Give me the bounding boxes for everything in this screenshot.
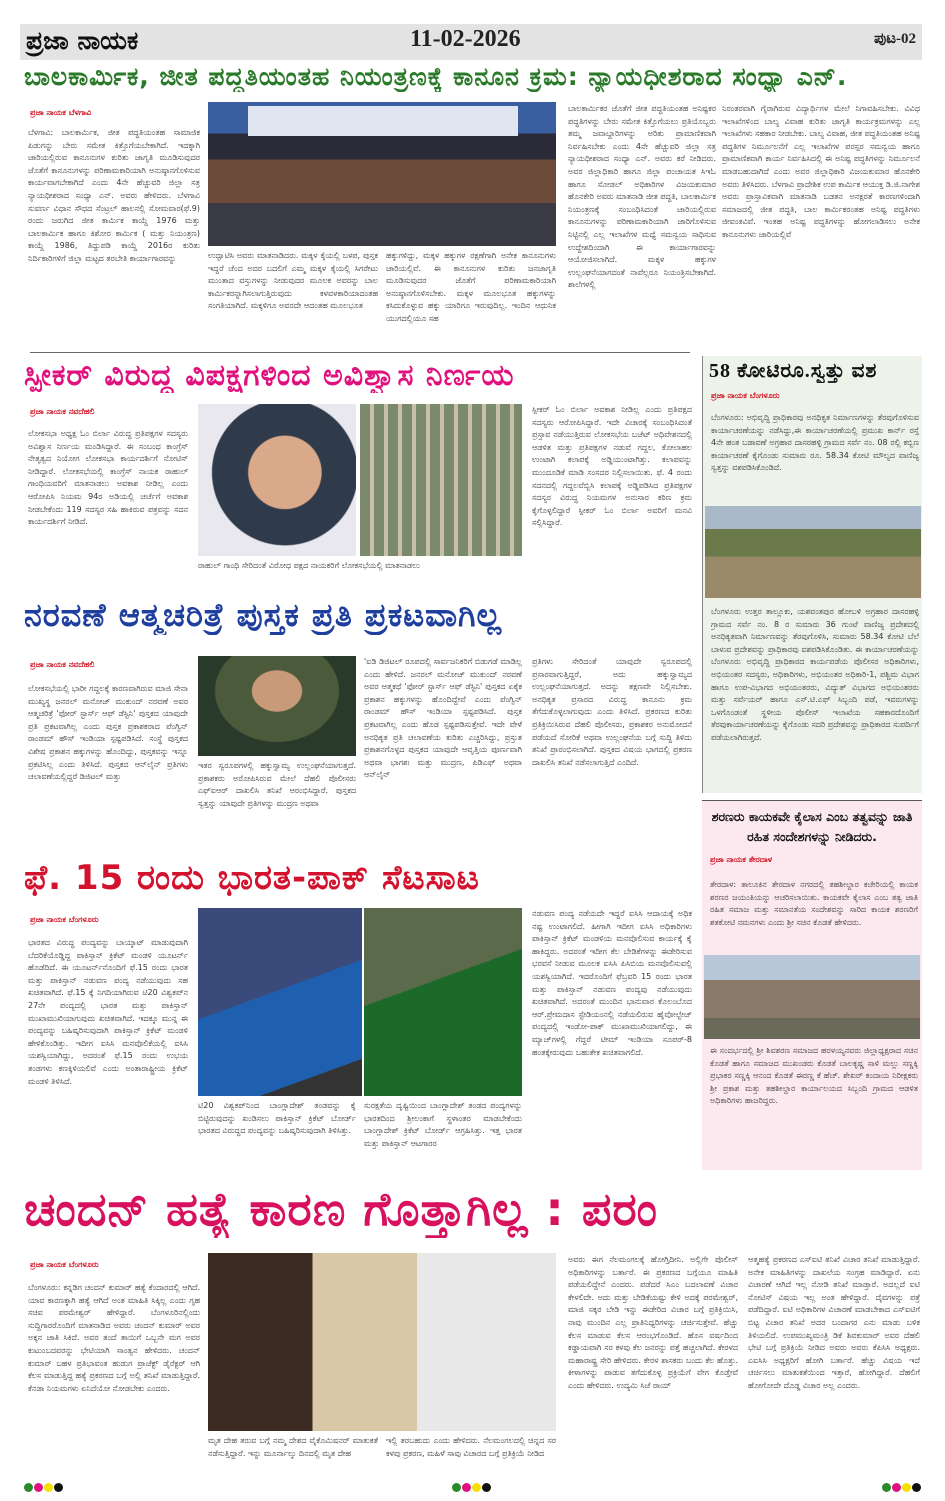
photo-pakistan-players <box>364 908 522 1096</box>
article-text: ಇಲ್ಲಿ ತರಬಹುದು ಎಂದು ಹೇಳಿದರು. ನೆಲಮಂಗಲದಲ್ಲಿ ಚಿನ್ನದ ಸರ ಕಳವು ಪ್ರಕರಣ, ಮಹಿಳೆ ಸಾವು ವಿಚಾರದ ಬಗ್ಗೆ ಪ್ರತಿಕ್ರಿಯೆ ನೀಡಿದ <box>386 1436 556 1458</box>
article-text: ನಡುವಣ ಪಂದ್ಯ ನಡೆಯದೇ ಇದ್ದರೆ ಐಸಿಸಿ ಆದಾಯಕ್ಕೆ ಅಧಿಕ ನಷ್ಟ ಉಂಟಾಗಲಿದೆ. ಹೀಗಾಗಿ ಇದೀಗ ಐಸಿಸಿ ಅಧಿಕಾರಿಗಳು ಪಾಕಿಸ್ತಾನ್ ಕ್ರಿಕೆಟ್ ಮಂಡಳಿಯ ಮನವೊಲಿಸುವ ಕಾರ್ಯಕ್ಕೆ ಕೈ ಹಾಕಿದ್ದರು. ಅದರಂತೆ ಇದೀಗ ಕೆಲ ಬೇಡಿಕೆಗಳನ್ನು ಈಡೇರಿಸುವ ಭರವಸೆ ನೀಡುವ ಮೂಲಕ ಐಸಿಸಿ ಪಿಸಿಬಿಯ ಮನವೊಲಿಸುವಲ್ಲಿ ಯಶಸ್ವಿಯಾಗಿದೆ. ಇದರೊಂದಿಗೆ ಫೆಬ್ರವರಿ 15 ರಂದು ಭಾರತ ಮತ್ತು ಪಾಕಿಸ್ತಾನ್ ನಡುವಣ ಪಂದ್ಯವು ನಡೆಯುವುದು ಖಚಿತವಾಗಿದೆ. ಅದರಂತೆ ಮುಂದಿನ ಭಾನುವಾರ ಕೊಲಂಬೊದ ಆರ್.ಪ್ರೇಮದಾಸ ಸ್ಟೇಡಿಯಂನಲ್ಲಿ ನಡೆಯಲಿರುವ ಹೈವೋಲ್ಟೇಜ್ ಪಂದ್ಯದಲ್ಲಿ ಇಂಡೋ-ಪಾಕ್ ಮುಖಾಮುಖಿಯಾಗಲಿದ್ದು, ಈ ಮ್ಯಾಚ್‌ಗಳಲ್ಲಿ ಗೆದ್ದರೆ ಟೀಮ್ ಇಂಡಿಯಾ ಸೂಪರ್-8 ಹಂತಕ್ಕೇರುವುದು ಬಹುತೇಕ ಖಚಿತವಾಗಲಿದೆ. <box>532 909 692 1057</box>
article-text: ಉದ್ಘಾಟಿಸಿ ಅವರು ಮಾತನಾಡಿದರು. ಮಕ್ಕಳ ಕೈಯಲ್ಲಿ ಬಳಪ, ಪುಸ್ತಕ ಇದ್ದರೆ ಚೆಂದ ಅದರ ಬದಲಿಗೆ ಎಮ್ಮ ಮಕ್ಕಳ ಕೈಯಲ್ಲಿ ಸಿಗರೇಟು ಮುಂತಾದ ವಸ್ತುಗಳನ್ನು ನೀಡುವುದರ ಮೂಲಕ ಅವರನ್ನು ಬಾಲ ಕಾರ್ಮಿಕರನ್ನಾಗಿಸಲಾಗುತ್ತಿರುವುದು ಕಳವಳಕಾರಿಯಾದಂತಹ ಸಂಗತಿಯಾಗಿದೆ. ಮಕ್ಕಳಿಗೂ ಅವರದೇ ಆದಂತಹ ಮೂಲಭೂತ <box>208 251 378 311</box>
photo-naravane <box>198 656 356 756</box>
article-text: ಭಾರತದ ವಿರುದ್ಧ ಪಂದ್ಯವನ್ನು ಬಾಯ್ಕಾಟ್ ಮಾಡುವುದಾಗಿ ಬೆದರಿಕೆಯೊಡ್ಡಿದ್ದ ಪಾಕಿಸ್ತಾನ್ ಕ್ರಿಕೆಟ್ ಮಂಡಳಿ ಯೂಟರ್ನ್ ಹೊಡೆದಿದೆ. ಈ ಯೂಟರ್ನ್‌ನೊಂದಿಗೆ ಫೆ.15 ರಂದು ಭಾರತ ಮತ್ತು ಪಾಕಿಸ್ತಾನ್ ನಡುವಣ ಪಂದ್ಯ ನಡೆಯುವುದು ಸಹ ಖಚಿತವಾಗಿದೆ. ಫೆ.15 ಕ್ಕೆ ನಿಗದಿಯಾಗಿರುವ ಟಿ20 ವಿಶ್ವಕಪ್‌ನ 27ನೇ ಪಂದ್ಯದಲ್ಲಿ ಭಾರತ ಮತ್ತು ಪಾಕಿಸ್ತಾನ್ ಮುಖಾಮುಖಿಯಾಗುವುದು ಖಚಿತವಾಗಿದೆ. ಇದಕ್ಕೂ ಮುನ್ನ ಈ ಪಂದ್ಯವನ್ನು ಬಹಿಷ್ಕರಿಸುವುದಾಗಿ ಪಾಕಿಸ್ತಾನ್ ಕ್ರಿಕೆಟ್ ಮಂಡಳಿ ಹೇಳಿಕೊಂಡಿತ್ತು. ಇದೀಗ ಐಸಿಸಿ ಮನವೊಲಿಕೆಯಲ್ಲಿ ಐಸಿಸಿ ಯಶಸ್ವಿಯಾಗಿದ್ದು, ಅದರಂತೆ ಫೆ.15 ರಂದು ಉಭಯ ತಂಡಗಳು ಕಣಕ್ಕಿಳಿಯಲಿವೆ ಎಂದು ಅಂತಾರಾಷ್ಟ್ರೀಯ ಕ್ರಿಕೆಟ್ ಮಂಡಳಿ ತಿಳಿಸಿದೆ. <box>28 938 188 1086</box>
black-dot <box>54 1483 63 1492</box>
article-text: ಆತ್ಮಹತ್ಯೆ ಪ್ರಕರಣದ ಎಸ್‌ಐಟಿ ತನಿಖೆ ವಿಚಾರ ತನಿಖೆ ಮಾಡುತ್ತಿದ್ದಾರೆ. ಅನೇಕ ಮಾಹಿತಿಗಳನ್ನು ದಾಖಲೆಯ ಸಂಗ್ರಹ ಮಾಡಿದ್ದಾರೆ. ಏನು ವಿಚಾರಣೆ ಆಗಿದೆ ಇಲ್ಲ ನೋಡಿ ತನಿಖೆ ಮಾಡ್ತಾರೆ. ಅದಲ್ಲದೆ ಐಟಿ ನೋಟಿಸ್ ವಿಷಯ ಇಲ್ಲ ಅಂತ ಹೇಳಿದ್ದಾರೆ. ದೈವಗಳನ್ನು ಪತ್ರೆ ಪಡೆದಿದ್ದಾರೆ. ಐಟಿ ಅಧಿಕಾರಿಗಳ ವಿಚಾರಣೆ ಮಾಡಬೇಕಾದ ಎಸ್‌ಐಟಿಗೆ ಬಿಟ್ಟ ವಿಚಾರ ತನಿಖೆ ಅದರ ಬಂದಾಗರ ಎನು ಮಾಡು ಬಳಿಕ ತಿಳಿಯಲಿದೆ. ಉಪಮುಖ್ಯಮಂತ್ರಿ ಡಿಕೆ ಶಿವಕುಮಾರ್ ಅವರ ದೆಹಲಿ ಭೇಟಿ ಬಗ್ಗೆ ಪ್ರತಿಕ್ರಿಯೆ ನೀಡಿದ ಅವರು ಅವರು ಕೆಪಿಸಿಸಿ ಅಧ್ಯಕ್ಷರು. ಎಐಸಿಸಿ ಅಧ್ಯಕ್ಷರಿಗೆ ಹೋಗಿ ಬರ್ತಾರೆ. ಹೆಚ್ಚು ವಿಷಯ ಇದೆ ಚರ್ಚಿಸಲು ಮಾತುಕತೆಯಿಂದ ಇತ್ತಾರೆ, ಹೋಗಿದ್ದಾರೆ. ದೆಹಲಿಗೆ ಹೋಗೋದೇ ದೊಡ್ಡ ವಿಚಾರ ಅಲ್ಲ ಎಂದರು. <box>748 1255 920 1390</box>
article-text: ಹಕ್ಕುಗಳಿದ್ದು, ಮಕ್ಕಳ ಹಕ್ಕುಗಳ ರಕ್ಷಣೆಗಾಗಿ ಅನೇಕ ಕಾನೂನುಗಳು ಜಾರಿಯಲ್ಲಿವೆ. ಈ ಕಾನೂನುಗಳ ಕುರಿತು ಜನಜಾಗೃತಿ ಮೂಡಿಸುವುದರ ಜೊತೆಗೆ ಪರಿಣಾಮಕಾರಿಯಾಗಿ ಅನುಷ್ಠಾನಗೊಳಿಸಬೇಕು. ಮಕ್ಕಳ ಮೂಲಭೂತ ಹಕ್ಕುಗಳನ್ನು ಕಸಿದುಕೊಳ್ಳುವ ಹಕ್ಕು ಯಾರಿಗೂ ಇರುವುದಿಲ್ಲ. ಇಂದಿನ ಆಧುನಿಕ ಯುಗದಲ್ಲಿಯೂ ಸಹ <box>386 251 556 323</box>
photo-workshop-inauguration <box>208 102 556 246</box>
photo-jayanti-event <box>704 955 920 1039</box>
byline: ಪ್ರಜಾ ನಾಯಕ ನವದೆಹಲಿ <box>30 660 95 669</box>
article-text: ಮೃತ ದೇಹ ತರುವ ಬಗ್ಗೆ ನಮ್ಮ ದೇಶದ ವೈಕೊಮಿಷನರ್ ಮಾತುಕತೆ ನಡೆಸುತ್ತಿದ್ದಾರೆ. ಇನ್ನು ಮೂರ್ನಾಲ್ಕು ದಿನದಲ್ಲಿ ಮೃತ ದೇಹ <box>208 1436 378 1458</box>
article-text: ಬೆಳಗಾವಿ: ಬಾಲಕಾರ್ಮಿಕ, ಜೀತ ಪದ್ಧತಿಯಂತಹ ಸಾಮಾಜಿಕ ಪಿಡುಗನ್ನು ಬೇರು ಸಮೇತ ಕಿತ್ತೊಗೆಯಬೇಕಾಗಿದೆ. ಇದಕ್ಕಾಗಿ ಜಾರಿಯಲ್ಲಿರುವ ಕಾನೂನುಗಳ ಕುರಿತು ಜಾಗೃತಿ ಮೂಡಿಸುವುದರ ಜೊತೆಗೆ ಕಾನೂನುಗಳನ್ನು ಪರಿಣಾಮಕಾರಿಯಾಗಿ ಅನುಷ್ಠಾನಗೊಳಿಸುವ ಕಾರ್ಯವಾಗಬೇಕಾಗಿದೆ ಎಂದು 4ನೇ ಹೆಚ್ಚುವರಿ ಜಿಲ್ಲಾ ಸತ್ರ ನ್ಯಾಯಧೀಶರಾದ ಸಂಧ್ಯಾ ಎನ್. ಅವರು ಹೇಳಿದರು. ಬೆಳಗಾವಿ ಸುವರ್ಣ ವಿಧಾನ ಸೌಧದ ಸೆಂಟ್ರಲ್ ಹಾಲನಲ್ಲಿ ಸೋಮವಾರ(ಫೆ.9) ರಂದು ಜರುಗಿದ ಜೀತ ಕಾರ್ಮಿಕ ಕಾಯ್ದೆ 1976 ಮತ್ತು ಬಾಲಕಾರ್ಮಿಕ ಹಾಗೂ ಕಿಶೋರ ಕಾರ್ಮಿಕ ( ಮತ್ತು ನಿಯಂತ್ರಣ) ಕಾಯ್ದೆ 1986, ತಿದ್ದುಪಡಿ ಕಾಯ್ದೆ 2016ರ ಕುರಿತು ನಿರ್ದಿಕಾರಿಗಳಿಗೆ ಜಿಲ್ಲಾ ಮಟ್ಟದ ತರಬೇತಿ ಕಾರ್ಯಾಗಾರವನ್ನು <box>28 128 200 263</box>
sidebar-property-seized <box>702 356 922 793</box>
page-number: ಪುಟ-02 <box>873 31 916 47</box>
photo-speaker <box>198 404 356 556</box>
magenta-dot <box>892 1483 901 1492</box>
registration-marks-center <box>452 1483 491 1492</box>
headline-chandan: ಚಂದನ್ ಹತ್ಯೆ ಕಾರಣ ಗೊತ್ತಾಗಿಲ್ಲ : ಪರಂ <box>24 1182 659 1236</box>
yellow-dot <box>902 1483 911 1492</box>
article-text: ಟಿ20 ವಿಶ್ವಕಪ್‌ನಿಂದ ಬಾಂಗ್ಲಾದೇಶ್ ತಂಡವನ್ನು ಕೈ ಬಿಟ್ಟಿರುವುದನ್ನು ಖಂಡಿಸಲು ಪಾಕಿಸ್ತಾನ್ ಕ್ರಿಕೆಟ್ ಬೋರ್ಡ್ ಭಾರತದ ವಿರುದ್ಧದ ಪಂದ್ಯವನ್ನು ಬಹಿಷ್ಕರಿಸುವುದಾಗಿ ತಿಳಿಸಿತ್ತು. <box>198 1101 356 1136</box>
article-text: ಸುರಕ್ಷತೆಯ ದೃಷ್ಟಿಯಿಂದ ಬಾಂಗ್ಲಾದೇಶ್ ತಂಡದ ಪಂದ್ಯಗಳನ್ನು ಭಾರತದಿಂದ ಶ್ರೀಲಂಕಾಗೆ ಸ್ಥಳಾಂತರ ಮಾಡಬೇಕೆಂದು ಬಾಂಗ್ಲಾದೇಶ್ ಕ್ರಿಕೆಟ್ ಬೋರ್ಡ್ ಆಗ್ರಹಿಸಿತ್ತು. ಇತ್ತ ಭಾರತ ಮತ್ತು ಪಾಕಿಸ್ತಾನ್ ಆಟಗಾರರ <box>364 1101 522 1148</box>
article-text: ಅವರು ಈಗ ನೆಲಮಂಗಲಕ್ಕೆ ಹೋಗ್ತಿದೀನಿ. ಅಲ್ಲಿಗೇ ಪೊಲೀಸ್ ಅಧಿಕಾರಿಗಳನ್ನು ಬರ್ತಾರೆ. ಈ ಪ್ರಕರಣದ ಬಗ್ಗೆಯೂ ಮಾಹಿತಿ ಪಡೆಯಲಿದ್ದೇನೆ ಎಂದರು. ಪಡೆದರೆ ಸಿಎಂ ಬದಲಾವಣೆ ವಿಚಾರ ಕೇಳಲಿದೇ. ಅದು ಮತ್ತು ಬೇಡಿಕೆಯಷ್ಟು ಕೇಳಿ ಅದಕ್ಕೆ ಪರಮೇಶ್ವರ್, ಮಾಜಿ ಸಕ್ಕರ ಬೇಡಿ ಇನ್ನು ಈಡೇರಿದ ವಿಚಾರ ಬಗ್ಗೆ ಪ್ರತಿಕ್ರಿಯಿಸಿ, ನಾವು ಮುಂದಿನ ಎಲ್ಲ ಪ್ರಾತಿನಿಧ್ಯರಿಗಳನ್ನು ಚರ್ಚಿಸುತ್ತೇವೆ. ಹೆಚ್ಚು ಕೆಲಸ ಮಾಡುವ ಕೆಲಸ ಆರಂಭಗೊಂಡಿದೆ. ಹೊಸ ವರ್ಷದಿಂದ ಕಡ್ಡಾಯವಾಗಿ ಸರ ಕಳವು ಕೆಲ ಜನರನ್ನು ಪತ್ತೆ ಹಚ್ಚಲಾಗಿದೆ. ಕೇರಳದ ಮಹಾರಾಷ್ಟ್ರ ಸೇರಿ ಹೇಳಿದರು. ಕೇರಳ ಶಾಸಕರು ಬಂದು ಕೆಲ ಹೊತ್ತು. ಕೀಳಾಗಳನ್ನು ಪಾಡುವ ತಗೆದುಕೊಳ್ಳ ಪ್ರಕ್ರಿಯೆಗೆ ವೇಗ ಕೊಡ್ತೇವೆ ಎಂದು ಹೇಳಿದರು. ಉದ್ಯಮಿ ಸಿಜೆ ರಾಯ್ <box>568 1255 738 1390</box>
article-text: ತೇರದಾಳ: ತಾಲೂಕಿನ ತೇರದಾಳ ನಗರದಲ್ಲಿ ತಹಶೀಲ್ದಾರ ಕಚೇರಿಯಲ್ಲಿ ಕಾಯಕ ಶರಣರ ಜಯಂತಿಯನ್ನು ಆಚರಿಸಲಾಯಿತು. ಕಾಯಕವೇ ಕೈಲಾಸ ಎಂಬ ತತ್ವ ಜಾತಿ ರಹಿತ ಸಮಾಜ ಮತ್ತು ಸಮಾನತೆಯ ಸಂದೇಶವನ್ನು ಸಾರಿದ ಕಾಯಕ ಶರಣರಿಗೆ ಶತಕೋಟಿ ನಮನಗಳು ಎಂದು ಶ್ರೀ ಸಚಿನ ಕೊಡತೆ ಹೇಳಿದರು. <box>710 880 918 927</box>
sidebar-headline: 58 ಕೋಟಿರೂ.ಸ್ವತ್ತು ವಶ <box>709 360 878 382</box>
sidebar-headline: ಶರಣರು ಕಾಯಕವೇ ಕೈಲಾಸ ಎಂಬ ತತ್ವವನ್ನು ಜಾತಿ ರಹಿತ ಸಂದೇಶಗಳನ್ನು ನೀಡಿದರು. <box>711 809 913 844</box>
article-text: ಬೆಂಗಳೂರು: ಕನ್ನಡಿಗ ಚಂದನ್ ಕುಮಾರ್ ಹತ್ಯೆ ಕೆಂದಾರದಲ್ಲಿ ಆಗಿದೆ. ಯಾವ ಕಾರಣಕ್ಕಾಗಿ ಹತ್ಯೆ ಆಗಿದೆ ಅಂತ ಮಾಹಿತಿ ಸಿಕ್ಕಿಲ್ಲ ಎಂದು ಗೃಹ ಸಚಿವ ಪರಮೇಶ್ವರ್ ಹೇಳಿದ್ದಾರೆ. ಬೆಂಗಳೂರಿನಲ್ಲಿಂದು ಸುದ್ದಿಗಾರರೊಂದಿಗೆ ಮಾತನಾಡಿದ ಅವರು ಚಂದನ್ ಕುಮಾರ್ ಅವರ ಅಕ್ಕನ ಜಾತಿ ಸಿಕಿದೆ. ಅವರ ತಂದೆ ತಾಯಿಗೆ ಒಬ್ಬನೇ ಮಗ ಅವರ ಕುಟುಂಬದವರನ್ನು ಭೇಟಿಯಾಗಿ ಸಾಂತ್ವನ ಹೇಳಿದರು. ಚಂದನ್ ಕುಮಾರ್ ಬಹಳ ಪ್ರತಿಭಾವಂತ ಹುಡುಗ ಪ್ರಾಜೆಕ್ಟ್ ಡೈರೆಕ್ಟರ್ ಆಗಿ ಕೆಲಸ ಮಾಡುತ್ತಿದ್ದ ಹತ್ಯೆ ಪ್ರಕರಣದ ಬಗ್ಗೆ ಅಲ್ಲಿ ತನಿಖೆ ಮಾಡುತ್ತಿದ್ದಾರೆ. ಕೆನಡಾ ನಿಯಮಗಳು ಏನಿದೆಯೋ ನೋಡಬೇಕು ಎಂದರು. <box>28 1283 200 1393</box>
registration-marks-right <box>882 1483 921 1492</box>
yellow-dot <box>472 1483 481 1492</box>
black-dot <box>912 1483 921 1492</box>
article-text: ಬೆಂಗಳೂರು: ಅಭಿವೃದ್ಧಿ ಪ್ರಾಧಿಕಾರವು ಅನಧಿಕೃತ ನಿರ್ಮಾಣಗಳನ್ನು ತೆರವುಗೊಳಿಸುವ ಕಾರ್ಯಾಚರಣೆಯನ್ನು ನಡೆಸಿದ್ದು,ಈ ಕಾರ್ಯಾಚರಣೆಯಲ್ಲಿ ಪ್ರಮುಖ ಕಾರ್ನ್ ರಸ್ತೆ 4ನೇ ಹಂತ ಬಡಾವಣೆ ಅಗ್ರಹಾರ ದಾಸರಹಳ್ಳಿ ಗ್ರಾಮದ ಸರ್ವೆ ನಂ. 08 ರಲ್ಲಿ ಕಬ್ಬಿಣ ಕಾರ್ಯಾಚರಣೆ ಕೈಗೊಂಡು ಸುಮಾರು ರೂ. 58.34 ಕೋಟಿ ಮೌಲ್ಯದ ವಾಣಿಜ್ಯ ಸ್ವತ್ತನ್ನು ವಶಪಡಿಸಿಕೊಂಡಿದೆ. <box>711 413 919 473</box>
article-text: ಬಾಲಕಾರ್ಮಿಕರ ಜೊತೆಗೆ ಜೀತ ಪದ್ಧತಿಯಂತಹ ಅನಿಷ್ಟಕರ ಪದ್ಧತಿಗಳನ್ನು ಬೇರು ಸಮೇತ ಕಿತ್ತೊಗೆಯಲು ಪ್ರತಿಯೊಬ್ಬರು ತಮ್ಮ ಜವಾಬ್ದಾರಿಗಳನ್ನು ಅರಿತು ಪ್ರಾಮಾಣಿಕವಾಗಿ ನಿರ್ವಹಿಸಬೇಕು ಎಂದು 4ನೇ ಹೆಚ್ಚುವರಿ ಜಿಲ್ಲಾ ಸತ್ರ ನ್ಯಾಯಧೀಶರಾದ ಸಂಧ್ಯಾ ಎನ್. ಅವರು ಕರೆ ನೀಡಿದರು. ಅವರ ಜಿಲ್ಲಾಧಿಕಾರಿ ಹಾಗೂ ಜಿಲ್ಲಾ ಪಂಚಾಯತ ಸಿಇಓ ಹಾಗೂ ಸೋಡಲ್ ಅಧಿಕಾರಿಗಳ ವಿಜಯಕುಮಾರ ಹೊನಕೇರಿ ಅವರು ಮಾತನಾಡಿ ಜೀತ ಪದ್ಧತಿ, ಬಾಲಕಾರ್ಮಿಕ ನಿಯಂತ್ರಣಕ್ಕೆ ಸಂಬಂಧಿಸಿದಂತೆ ಜಾರಿಯಲ್ಲಿರುವ ಕಾನೂನುಗಳನ್ನು ಪರಿಣಾಮಕಾರಿಯಾಗಿ ಜಾರಿಗೊಳಿಸುವ ನಿಟ್ಟಿನಲ್ಲಿ ಎಲ್ಲ ಇಲಾಖೆಗಳ ಮಧ್ಯೆ ಸಮನ್ವಯ ಸಾಧಿಸುವ ಉದ್ದೇಶದಿಂದಾಗಿ ಈ ಕಾರ್ಯಾಗಾರವನ್ನು ಆಯೋಜಿಸಲಾಗಿದೆ. ಮಕ್ಕಳ ಹಕ್ಕುಗಳ ಉಲ್ಲಂಘನೆಯಾಗದಂತೆ ನಾವೆಲ್ಲರೂ ನಿಯಂತ್ರಿಸಬೇಕಾಗಿದೆ. ಶಾಲೆಗಳಲ್ಲಿ <box>568 104 716 290</box>
newspaper-title: ಪ್ರಜಾ ನಾಯಕ <box>26 26 139 55</box>
article-text: 'ಐಡಿ ಡಿಜಿಟಲ್ ರೂಪದಲ್ಲಿ ಸಾರ್ವಜನಿಕರಿಗೆ ಬಿಡುಗಡೆ ಮಾಡಿಲ್ಲ ಎಂದು ಹೇಳಿದೆ. ಜನರಲ್ ಮನೋಜ್ ಮುಕುಂದ್ ನರವಣೆ ಅವರ ಆತ್ಮಕಥೆ 'ಫೋರ್ ಸ್ಟಾರ್ಸ್ ಆಫ್ ಡೆಸ್ಟಿನಿ' ಪುಸ್ತಕದ ಏಕೈಕ ಪ್ರಕಾಶನ ಹಕ್ಕುಗಳನ್ನು ಹೊಂದಿದ್ದೇವೆ ಎಂದು ಪೆಂಗ್ವಿನ್ ರಾಂಡಮ್ ಹೌಸ್ ಇಂಡಿಯಾ ಸ್ಪಷ್ಟಪಡಿಸಿದೆ. ಪುಸ್ತಕ ಪ್ರಕಟವಾಗಿಲ್ಲ ಎಂದು ಹೊಡ ಸ್ಪಷ್ಟಪಡಿಸುತ್ತೇವೆ. ಇದೇ ವೇಳೆ ಅನಧಿಕೃತ ಪ್ರತಿ ಚಲಾವಣೆಯ ಕುರಿತು ಎಚ್ಚರಿಸಿದ್ದು, ಪ್ರಸ್ತುತ ಪ್ರಕಾಶನಗೊಳ್ಳದ ಪುಸ್ತಕದ ಯಾವುದೇ ಆವೃತ್ತಿಯ ಪೂರ್ಣವಾಗಿ ಅಥವಾ ಭಾಗಶಃ ಮತ್ತು ಮುದ್ರಣ, ಪಿಡಿಎಫ್ ಅಥವಾ ಆನ್‌ಲೈನ್ <box>364 657 522 780</box>
byline: ಪ್ರಜಾ ನಾಯಕ ಬೆಳಗಾವಿ <box>30 108 92 117</box>
article-text: ಲೋಕಸಭೆಯಲ್ಲಿ ಭಾರೀ ಗದ್ದಲಕ್ಕೆ ಕಾರಣವಾಗಿರುವ ಮಾಜಿ ಸೇನಾ ಮುಖ್ಯಸ್ಥ ಜನರಲ್ ಮನೋಜ್ ಮುಕುಂದ್ ನರವಣೆ ಅವರ ಆತ್ಮಚರಿತ್ರೆ 'ಫೋರ್ ಸ್ಟಾರ್ಸ್ ಆಫ್ ಡೆಸ್ಟಿನಿ' ಪುಸ್ತಕದ ಯಾವುದೇ ಪ್ರತಿ ಪ್ರಕಟವಾಗಿಲ್ಲ ಎಂದು ಪುಸ್ತಕ ಪ್ರಕಾಶಕರಾದ ಪೆಂಗ್ವಿನ್ ರಾಂಡಮ್ ಹೌಸ್ ಇಂಡಿಯಾ ಸ್ಪಷ್ಟಪಡಿಸಿದೆ. ಸಂಸ್ಥೆ ಪುಸ್ತಕದ ವಿಶೇಷ ಪ್ರಕಾಶನ ಹಕ್ಕುಗಳನ್ನು ಹೊಂದಿದ್ದು, ಪುಸ್ತಕವನ್ನು ಇನ್ನೂ ಪ್ರಕಟಿಸಿಲ್ಲ ಎಂದು ತಿಳಿಸಿದೆ. ಪುಸ್ತಕದ ಆನ್‌ಲೈನ್ ಪ್ರತಿಗಳು ಚಲಾವಣೆಯಲ್ಲಿದ್ದರೆ ಡಿಜಿಟಲ್ ಮತ್ತು <box>28 684 188 782</box>
sidebar-sharanaru <box>702 800 922 1170</box>
byline: ಪ್ರಜಾ ನಾಯಕ ಬೆಂಗಳೂರು <box>30 1260 99 1269</box>
photo-india-players <box>198 908 362 1096</box>
yellow-dot <box>44 1483 53 1492</box>
article-text: ಇತರ ಸ್ವರೂಪಗಳಲ್ಲಿ ಹಕ್ಕುಸ್ವಾಮ್ಯ ಉಲ್ಲಂಘನೆಯಾಗುತ್ತದೆ. ಪ್ರಕಾಶಕರು ಅರೋಪಿಸಿರುವ ಮೇಲೆ ದೆಹಲಿ ಪೊಲೀಸರು ಎಫ್‌ಐಆರ್ ದಾಖಲಿಸಿ ತನಿಖೆ ಆರಂಭಿಸಿದ್ದಾರೆ. ಪುಸ್ತಕದ ಸ್ವತ್ತನ್ನು ಯಾವುದೇ ಪ್ರತಿಗಳನ್ನು ಮುದ್ರಣ ಅಥವಾ <box>198 761 356 808</box>
magenta-dot <box>34 1483 43 1492</box>
green-dot <box>24 1483 33 1492</box>
green-dot <box>452 1483 461 1492</box>
article-text: ನಿರಂತರವಾಗಿ ಗೈರಾಗಿರುವ ವಿದ್ಯಾರ್ಥಿಗಳ ಮೇಲೆ ನಿಗಾವಹಿಸಬೇಕು. ವಿವಿಧ ಇಲಾಖೆಗಳಿಂದ ಬಾಲ್ಯ ವಿವಾಹ ಕುರಿತು ಜಾಗೃತಿ ಕಾರ್ಯಕ್ರಮಗಳನ್ನು ಎಲ್ಲ ಇಲಾಖೆಗಳು ಸಹಕಾರ ನೀಡಬೇಕು. ಬಾಲ್ಯ ವಿವಾಹ, ಜೀತ ಪದ್ಧತಿಯಂತಹ ಅನಿಷ್ಟ ಪದ್ಧತಿಗಳ ನಿರ್ಮೂಲನೆಗೆ ಎಲ್ಲ ಇಲಾಖೆಗಳ ಪರಸ್ಪರ ಸಮನ್ವಯ ಹಾಗೂ ಪ್ರಾಮಾಣಿಕವಾಗಿ ಕಾರ್ಯ ನಿರ್ವಹಿಸಿದಲ್ಲಿ ಈ ಅನಿಷ್ಟ ಪದ್ಧತಿಗಳನ್ನು ನಿರ್ಮೂಲನೆ ಮಾಡಬಹುದಾಗಿದೆ ಎಂದು ಅವರ ಜಿಲ್ಲಾಧಿಕಾರಿ ವಿಜಯಕುಮಾರ ಹೊನಕೇರಿ ಅವರು ತಿಳಿಸಿದರು. ಬೆಳಗಾವಿ ಪ್ರಾದೇಶಿಕ ಉಪ ಕಾರ್ಮಿಕ ಆಯುಕ್ತ ಡಿ.ಜಿ.ನಾಗೇಶ ಅವರು ಪ್ರಾಸ್ತಾವಿಕವಾಗಿ ಮಾತನಾಡಿ ಬಡತನ ಅನಕ್ಷರತೆ ಕಾರಣಗಳಿಂದಾಗಿ ಸಮಾಜದಲ್ಲಿ ಜೀತ ಪದ್ಧತಿ, ಬಾಲ ಕಾರ್ಮಿಕರಂತಹ ಅನಿಷ್ಟ ಪದ್ಧತಿಗಳು ಜೀವಂತವಿವೆ. ಇಂತಹ ಅನಿಷ್ಟ ಪದ್ಧತಿಗಳನ್ನು ಹೋಗಲಾಡಿಸಲು ಅನೇಕ ಕಾನೂನುಗಳು ಜಾರಿಯಲ್ಲಿವೆ <box>722 104 920 239</box>
headline-naravane-book: ನರವಣೆ ಆತ್ಮಚರಿತ್ರೆ ಪುಸ್ತಕ ಪ್ರತಿ ಪ್ರಕಟವಾಗಿಲ್ಲ <box>24 596 503 634</box>
registration-marks-left <box>24 1483 63 1492</box>
article-text: ಈ ಸಂದರ್ಭದಲ್ಲಿ ಶ್ರೀ ಶಿವಶರಣ ಸಮಾಜದ ಹರಳಯ್ಯನವರು ಜಿಲ್ಲಾಧ್ಯಕ್ಷರಾದ ಸಚಿನ ಕೊಡತೆ ಹಾಗೂ ಸಮಾಜದ ಮುಖಂಡರು ಕೊಡತೆ ಬಾಲಕೃಷ್ಣ ಸಾಳಿ ಮಲ್ಲು ಸಣ್ಣಕ್ಕಿ ಪ್ರಭಾಕರ ಸಣ್ಣಕ್ಕಿ ಆನಂದ ಕೊಡತೆ ಈರಣ್ಣ ಕೆ ಹೆಚ್. ಶೇಖರ್ ಕಂದಾಯ ನಿರೀಕ್ಷಕರು ಶ್ರೀ ಪ್ರಕಾಶ ಮತ್ತು ತಹಶೀಲ್ದಾರ ಕಾರ್ಯಾಲಯದ ಸಿಬ್ಬಂದಿ ಗ್ರಾಮದ ಆಡಳಿತ ಅಧಿಕಾರಿಗಳು ಹಾಜರಿದ್ದರು. <box>710 1046 918 1106</box>
issue-date: 11-02-2026 <box>410 26 521 52</box>
divider <box>30 352 690 353</box>
article-text: ಪ್ರತಿಗಳು ಸೇರಿದಂತೆ ಯಾವುದೇ ಸ್ವರೂಪದಲ್ಲಿ ಪ್ರಸಾರವಾಗುತ್ತಿದ್ದರೆ, ಅದು ಹಕ್ಕುಸ್ವಾಮ್ಯದ ಉಲ್ಲಂಘನೆಯಾಗುತ್ತದೆ. ಅದನ್ನು ತಕ್ಷಣವೇ ನಿಲ್ಲಿಸಬೇಕು. ಅನಧಿಕೃತ ಪ್ರಸಾರದ ವಿರುದ್ಧ ಕಾನೂನು ಕ್ರಮ ತೆಗೆದುಕೊಳ್ಳಲಾಗುವುದು ಎಂದು ತಿಳಿಸಿದೆ. ಪ್ರಕರಣದ ಕುರಿತು ಪ್ರತಿಕ್ರಿಯಿಸಿರುವ ದೆಹಲಿ ಪೊಲೀಸರು, ಪ್ರಕಾಶಕರ ಅನುಮೋದನೆ ಪಡೆಯದೆ ಸೋರಿಕೆ ಅಥವಾ ಉಲ್ಲಂಘನೆಯ ಬಗ್ಗೆ ಸುದ್ದಿ ತಿಳಿದು ತನಿಖೆ ಪ್ರಾರಂಭಿಸಲಾಗಿದೆ. ಪುಸ್ತಕದ ವಿಷಯ ಭಾಗದಲ್ಲಿ ಪ್ರಕರಣ ದಾಖಲಿಸಿ ತನಿಖೆ ನಡೆಸಲಾಗುತ್ತಿದೆ ಎಂದಿದೆ. <box>532 657 692 767</box>
article-text: ಲೋಕಸಭಾ ಅಧ್ಯಕ್ಷ ಓಂ ಬಿರ್ಲಾ ವಿರುದ್ಧ ಪ್ರತಿಪಕ್ಷಗಳ ಸದಸ್ಯರು ಅವಿಶ್ವಾಸ ನಿರ್ಣಯ ಮಂಡಿಸಿದ್ದಾರೆ. ಈ ಸಂಬಂಧ ಕಾಂಗ್ರೆಸ್ ನೇತೃತ್ವದ ನಿಯೋಗ ಲೋಕಸಭಾ ಕಾರ್ಯದರ್ಶಿಗೆ ನೋಟಿಸ್ ನೀಡಿದ್ದಾರೆ. ಲೋಕಸಭೆಯಲ್ಲಿ ಕಾಂಗ್ರೆಸ್ ನಾಯಕ ರಾಹುಲ್ ಗಾಂಧಿಯವರಿಗೆ ಮಾತನಾಡಲು ಅವಕಾಶ ನೀಡಿಲ್ಲ ಎಂದು ಆರೋಪಿಸಿ ನಿಯಮ 94ರ ಅಡಿಯಲ್ಲಿ ಚರ್ಚೆಗೆ ಅವಕಾಶ ನೀಡಬೇಕೆಂದು 119 ಸದಸ್ಯರ ಸಹಿ ಹಾಕಿರುವ ಪತ್ರವನ್ನು ಸದನ ಕಾರ್ಯದರ್ಶಿಗೆ ನೀಡಿದೆ. <box>28 429 188 527</box>
byline: ಪ್ರಜಾ ನಾಯಕ ತೇರದಾಳ <box>710 855 773 864</box>
article-text: ಸ್ಪೀಕರ್ ಓಂ ಬಿರ್ಲಾ ಅವಕಾಶ ನೀಡಿಲ್ಲ ಎಂದು ಪ್ರತಿಪಕ್ಷದ ಸದಸ್ಯರು ಆರೋಪಿಸಿದ್ದಾರೆ. ಇದೇ ವಿಚಾರಕ್ಕೆ ಸಂಬಂಧಿಸಿದಂತೆ ಪ್ರಸ್ತಾವ ನಡೆಯುತ್ತಿರುವ ಲೋಕಸಭೆಯ ಬಜೆಟ್ ಅಧಿವೇಶನದಲ್ಲಿ ಆಡಳಿತ ಮತ್ತು ಪ್ರತಿಪಕ್ಷಗಳ ನಡುವೆ ಗದ್ದಲ, ಕೋಲಾಹಲ ಉಂಟಾಗಿ ಕಲಾಪಕ್ಕೆ ಅಡ್ಡಿಯುಂಟಾಗಿತ್ತು. ಕಲಾಪವನ್ನು ಮುಂದೂಡಿಕೆ ಮಾಡಿ ಸಂಸದರ ನಿಲ್ಲಿಸಲಾಯಿತು. ಫೆ. 4 ರಂದು ಸದನದಲ್ಲಿ ಗದ್ದಲವೆಬ್ಬಿಸಿ ಕಲಾಪಕ್ಕೆ ಅಡ್ಡಿಪಡಿಸಿದ ಪ್ರತಿಪಕ್ಷಗಳ ಸದಸ್ಯರ ವಿರುದ್ಧ ನಿಯಮಗಳ ಅನುಸಾರ ಕಠಿಣ ಕ್ರಮ ಕೈಗೊಳ್ಳಲಿದ್ದಾರೆ ಸ್ಪೀಕರ್ ಓಂ ಬಿರ್ಲಾ ಅವರಿಗೆ ಮನವಿ ಸಲ್ಲಿಸಿದ್ದಾರೆ. <box>532 405 692 528</box>
headline-no-confidence: ಸ್ಪೀಕರ್ ವಿರುದ್ಧ ವಿಪಕ್ಷಗಳಿಂದ ಅವಿಶ್ವಾಸ ನಿರ್ಣಯ <box>24 358 515 393</box>
photo-parliament <box>360 404 522 556</box>
byline: ಪ್ರಜಾ ನಾಯಕ ನವದೆಹಲಿ <box>30 407 95 416</box>
headline-child-labour: ಬಾಲಕಾರ್ಮಿಕ, ಜೀತ ಪದ್ಧತಿಯಂತಹ ನಿಯಂತ್ರಣಕ್ಕೆ ಕಾನೂನ ಕ್ರಮ: ನ್ಯಾಯಧೀಶರಾದ ಸಂಧ್ಯಾ ಎನ್. <box>24 62 848 91</box>
byline: ಪ್ರಜಾ ನಾಯಕ ಬೆಂಗಳೂರು <box>711 391 780 400</box>
masthead <box>20 24 922 60</box>
green-dot <box>882 1483 891 1492</box>
magenta-dot <box>462 1483 471 1492</box>
photo-cleared-land <box>705 506 921 598</box>
photo-caption: ರಾಹುಲ್ ಗಾಂಧಿ ಸೇರಿದಂತೆ ವಿರೋಧ ಪಕ್ಷದ ನಾಯಕರಿಗೆ ಲೋಕಸಭೆಯಲ್ಲಿ ಮಾತನಾಡಲು <box>198 561 420 570</box>
black-dot <box>482 1483 491 1492</box>
photo-minister-visit <box>208 1253 556 1431</box>
article-text: ಬೆಂಗಳೂರು ಉತ್ತರ ತಾಲ್ಲೂಕು, ಯಶವಂತಪುರ ಹೋಬಳಿ ಅಗ್ರಹಾರ ದಾಸರಹಳ್ಳಿ ಗ್ರಾಮದ ಸರ್ವೆ ನಂ. 8 ರ ಸುಮಾರು 36 ಗುಂಟೆ ವಾಣಿಜ್ಯ ಪ್ರದೇಶದಲ್ಲಿ ಅನಧಿಕೃತವಾಗಿ ನಿರ್ಮಾಣವನ್ನು ತೆರವುಗೊಳಿಸಿ, ಸುಮಾರು 58.34 ಕೋಟಿ ಬೆಲೆ ಬಾಳುವ ಪ್ರದೇಶವನ್ನು ಪ್ರಾಧಿಕಾರವು ವಶಪಡಿಸಿಕೊಂಡಿತು. ಈ ಕಾರ್ಯಾಚರಣೆಯನ್ನು ಬೆಂಗಳೂರು ಅಭಿವೃದ್ಧಿ ಪ್ರಾಧಿಕಾರದ ಕಾರ್ಯಪಡೆಯ ಪೊಲೀಸರ ಅಧಿಕಾರಿಗಳು, ಅಭಿಯಂತರ ಸದಸ್ಯರು, ಅಧಿಕಾರಿಗಳು, ಅಭಿಯಂತರ ಅಧಿಕಾರಿ-1, ಪಶ್ಚಿಮ ವಿಭಾಗ ಹಾಗೂ ಉಪ-ವಿಭಾಗದ ಅಭಿಯಂತರರು, ವಿದ್ಯುತ್ ವಿಭಾಗದ ಅಭಿಯಂತರರು ಮತ್ತು ಸರ್ವೆಯರ್ ಹಾಗೂ ಎಸ್.ಟಿ.ಎಫ್ ಸಿಬ್ಬಂದಿ ಪಡೆ, ಇವರುಗಳನ್ನು ಒಳಗೊಂಡಂತೆ ಸ್ಥಳೀಯ ಪೊಲೀಸ್ ಇಲಾಖೆಯ ಸಹಕಾರದೊಂದಿಗೆ ತೆರವುಕಾರ್ಯಾಚರಣೆಯನ್ನು ಕೈಗೊಂಡು ಸದರಿ ಪ್ರದೇಶವನ್ನು ಪ್ರಾಧಿಕಾರದ ಸುಪರ್ದಿಗೆ ಪಡೆಯಲಾಗಿರುತ್ತದೆ. <box>711 607 919 742</box>
headline-india-pak: ಫೆ. 15 ರಂದು ಭಾರತ-ಪಾಕ್ ಸೆಟಸಾಟ <box>24 858 480 898</box>
byline: ಪ್ರಜಾ ನಾಯಕ ಬೆಂಗಳೂರು <box>30 915 99 924</box>
event-banner <box>248 106 518 136</box>
